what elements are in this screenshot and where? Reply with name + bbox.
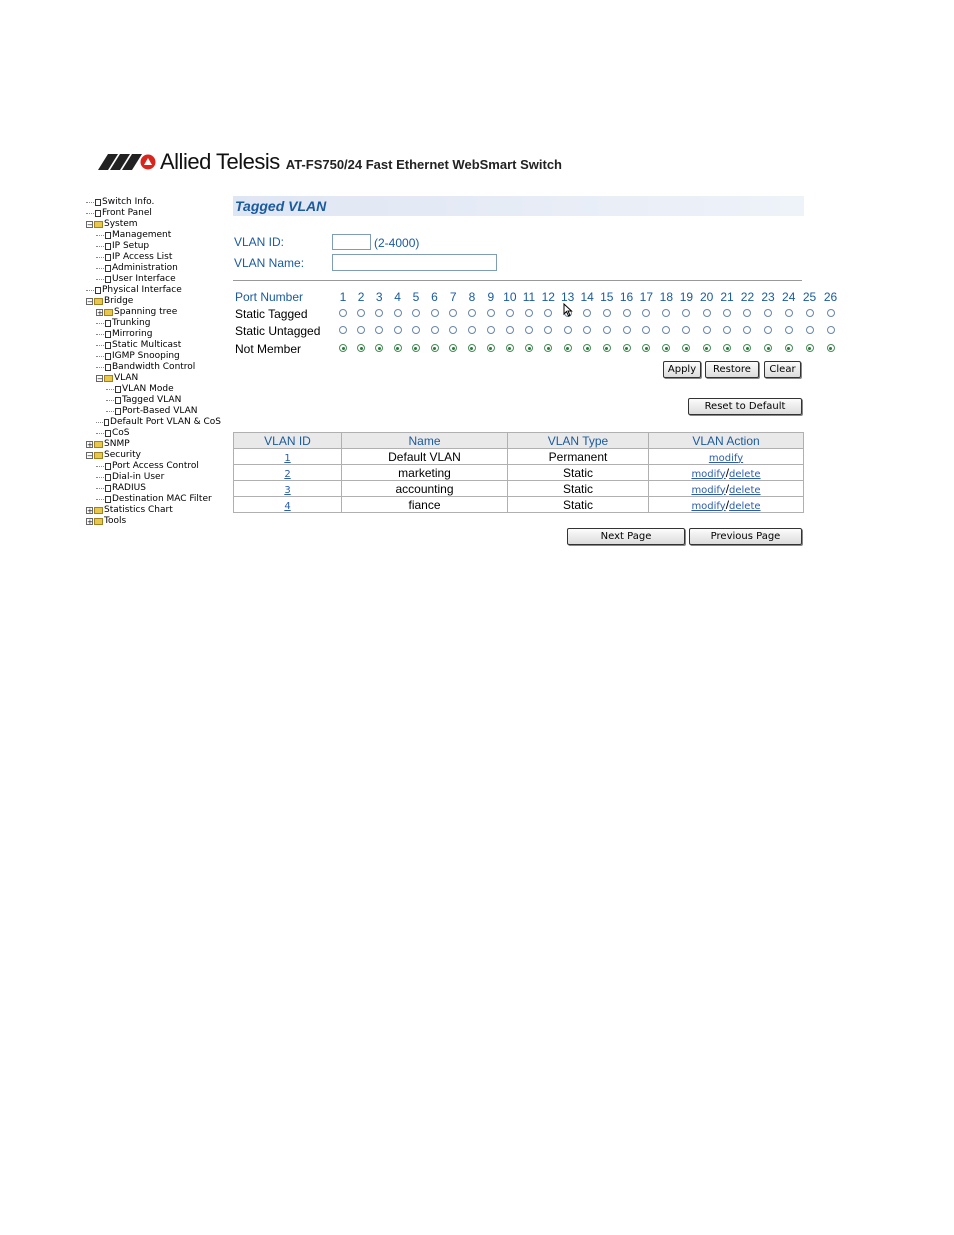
tree-item[interactable] xyxy=(86,472,221,483)
port-radio[interactable] xyxy=(394,326,402,334)
page-icon xyxy=(95,210,101,217)
tree-item-label: Destination MAC Filter xyxy=(112,494,212,504)
table-row xyxy=(234,481,804,497)
tree-connector-icon xyxy=(96,257,104,258)
tree-item-label: Management xyxy=(112,230,172,240)
port-radio[interactable] xyxy=(764,326,772,334)
port-radio[interactable] xyxy=(412,344,420,352)
tree-item[interactable] xyxy=(86,230,221,241)
port-radio[interactable] xyxy=(431,344,439,352)
port-radio[interactable] xyxy=(682,344,690,352)
port-radio[interactable] xyxy=(468,344,476,352)
port-radio[interactable] xyxy=(487,326,495,334)
port-radio[interactable] xyxy=(723,309,731,317)
collapse-icon[interactable]: − xyxy=(87,452,93,460)
folder-icon xyxy=(94,518,103,525)
vlan-name-cell: marketing xyxy=(342,465,508,481)
vlan-id-range: (2-4000) xyxy=(374,236,420,250)
port-number: 17 xyxy=(639,290,654,304)
port-number: 6 xyxy=(431,290,438,304)
port-number: 10 xyxy=(503,290,517,304)
tree-connector-icon xyxy=(96,345,104,346)
tree-item[interactable] xyxy=(86,285,221,296)
port-radio[interactable] xyxy=(449,309,457,317)
brand-name: Allied Telesis xyxy=(160,149,280,174)
port-number: 4 xyxy=(394,290,401,304)
port-radio[interactable] xyxy=(544,326,552,334)
tree-item-label: Security xyxy=(104,450,141,460)
port-radio[interactable] xyxy=(506,326,514,334)
port-radio[interactable] xyxy=(642,309,650,317)
tree-item[interactable] xyxy=(86,373,221,384)
port-number: 8 xyxy=(468,290,476,304)
tree-item[interactable] xyxy=(86,417,221,428)
table-row xyxy=(234,449,804,465)
port-radio[interactable] xyxy=(357,344,365,352)
port-radio[interactable] xyxy=(827,309,835,317)
tree-connector-icon xyxy=(96,466,104,467)
port-radio[interactable] xyxy=(375,344,383,352)
tree-item[interactable] xyxy=(86,516,221,527)
page-icon xyxy=(105,331,111,338)
model-name: AT-FS750/24 Fast Ethernet WebSmart Switch xyxy=(285,156,562,172)
tree-item-label: Administration xyxy=(112,263,178,273)
vlan-id-cell xyxy=(234,481,342,497)
vlan-action-cell xyxy=(649,481,804,497)
page-icon xyxy=(105,342,111,349)
static-tagged-label: Static Tagged xyxy=(235,307,308,321)
page-icon xyxy=(105,320,111,327)
page-icon xyxy=(115,408,121,415)
tree-item[interactable] xyxy=(86,296,221,307)
port-radio[interactable] xyxy=(583,344,591,352)
folder-icon xyxy=(94,452,103,459)
port-radio[interactable] xyxy=(564,326,572,334)
tree-item[interactable] xyxy=(86,362,221,373)
folder-icon xyxy=(104,375,113,382)
folder-icon xyxy=(104,309,113,316)
page-icon xyxy=(105,485,111,492)
modify-link[interactable]: modify xyxy=(691,500,726,512)
port-radio[interactable] xyxy=(703,309,711,317)
vlan-type-cell: Permanent xyxy=(508,449,649,465)
tree-item[interactable] xyxy=(86,241,221,252)
vlan-type-cell: Static xyxy=(508,497,649,513)
tree-item-label: Default Port VLAN & CoS xyxy=(110,417,221,427)
page-icon xyxy=(104,419,109,426)
port-radio[interactable] xyxy=(603,309,611,317)
port-radio[interactable] xyxy=(743,344,751,352)
port-radio[interactable] xyxy=(506,309,514,317)
port-number: 16 xyxy=(619,290,634,304)
port-number: 21 xyxy=(720,290,734,304)
tree-item-label: System xyxy=(104,219,138,229)
port-radio[interactable] xyxy=(394,309,402,317)
vlan-name-cell: accounting xyxy=(342,481,508,497)
navigation-tree xyxy=(86,197,221,527)
page-icon xyxy=(105,243,111,250)
tree-item-label: CoS xyxy=(112,428,130,438)
vlan-name-cell: fiance xyxy=(342,497,508,513)
port-radio[interactable] xyxy=(682,309,690,317)
port-radio[interactable] xyxy=(544,344,552,352)
port-radio[interactable] xyxy=(431,309,439,317)
allied-telesis-logo-icon xyxy=(98,153,156,171)
vlan-id-cell xyxy=(234,449,342,465)
modify-link[interactable]: modify xyxy=(691,484,726,496)
clear-button[interactable]: Clear xyxy=(764,361,801,378)
tree-connector-icon xyxy=(96,334,104,335)
page-icon xyxy=(105,353,111,360)
page-icon xyxy=(105,265,111,272)
tree-item[interactable] xyxy=(86,208,221,219)
tree-connector-icon xyxy=(96,323,104,324)
expand-icon[interactable]: + xyxy=(97,309,103,317)
tree-connector-icon xyxy=(86,202,94,203)
tree-connector-icon xyxy=(86,290,94,291)
next-page-button[interactable]: Next Page xyxy=(567,528,685,545)
port-radio[interactable] xyxy=(785,326,793,334)
vlan-action-cell xyxy=(649,465,804,481)
port-radio[interactable] xyxy=(564,344,572,352)
tree-item-label: Mirroring xyxy=(112,329,153,339)
collapse-icon[interactable]: − xyxy=(97,375,103,383)
port-radio[interactable] xyxy=(412,326,420,334)
tree-connector-icon xyxy=(96,477,104,478)
tree-item[interactable] xyxy=(86,461,221,472)
port-number: 3 xyxy=(375,290,383,304)
vlan-id-link[interactable]: 4 xyxy=(284,500,291,512)
tree-item-label: SNMP xyxy=(104,439,130,449)
port-number: 18 xyxy=(659,290,673,304)
delete-link[interactable]: delete xyxy=(729,500,761,512)
port-number: 22 xyxy=(740,290,755,304)
column-header-vlan-type: VLAN Type xyxy=(508,433,649,449)
tree-connector-icon xyxy=(86,213,94,214)
previous-page-button[interactable]: Previous Page xyxy=(689,528,802,545)
port-number: 5 xyxy=(412,290,420,304)
tree-connector-icon xyxy=(96,268,104,269)
tree-item-label: Tools xyxy=(104,516,127,526)
action-separator: / xyxy=(725,465,730,480)
tree-item-label: IP Access List xyxy=(112,252,173,262)
page-icon xyxy=(105,232,111,239)
page-icon xyxy=(105,364,111,371)
port-radio[interactable] xyxy=(449,344,457,352)
port-radio[interactable] xyxy=(723,344,731,352)
tree-connector-icon xyxy=(96,246,104,247)
port-radio[interactable] xyxy=(806,309,814,317)
tree-connector-icon xyxy=(96,279,104,280)
tree-item-label: VLAN xyxy=(114,373,139,383)
delete-link[interactable]: delete xyxy=(729,484,761,496)
port-radio[interactable] xyxy=(743,326,751,334)
port-number: 20 xyxy=(699,290,714,304)
tree-item[interactable] xyxy=(86,340,221,351)
vlan-id-link[interactable]: 2 xyxy=(284,468,291,480)
port-radio[interactable] xyxy=(806,344,814,352)
column-header-name: Name xyxy=(342,433,508,449)
page-icon xyxy=(105,430,111,437)
port-radio[interactable] xyxy=(764,344,772,352)
tree-item-label: Dial-in User xyxy=(112,472,165,482)
port-number: 14 xyxy=(580,290,594,304)
tree-item[interactable] xyxy=(86,428,221,439)
mouse-cursor-icon xyxy=(563,303,573,317)
port-radio[interactable] xyxy=(785,344,793,352)
port-number: 2 xyxy=(357,290,365,304)
tree-item[interactable] xyxy=(86,439,221,450)
page-icon xyxy=(105,276,111,283)
tree-item-label: Front Panel xyxy=(102,208,152,218)
tree-item[interactable] xyxy=(86,395,221,406)
port-radio[interactable] xyxy=(339,326,347,334)
tree-item[interactable] xyxy=(86,505,221,516)
port-radio[interactable] xyxy=(682,326,690,334)
port-radio[interactable] xyxy=(583,326,591,334)
port-radio[interactable] xyxy=(743,309,751,317)
port-number: 11 xyxy=(522,290,536,304)
expand-icon[interactable]: + xyxy=(87,507,93,515)
page-icon xyxy=(115,386,121,393)
page-icon xyxy=(105,254,111,261)
modify-link[interactable]: modify xyxy=(708,452,744,464)
tree-item-label: Bridge xyxy=(104,296,134,306)
vlan-type-cell: Static xyxy=(508,481,649,497)
port-radio[interactable] xyxy=(487,309,495,317)
port-radio[interactable] xyxy=(525,344,533,352)
port-radio[interactable] xyxy=(642,344,650,352)
folder-icon xyxy=(94,221,103,228)
delete-link[interactable]: delete xyxy=(729,468,761,480)
tree-item-label: RADIUS xyxy=(112,483,146,493)
tree-item-label: Static Multicast xyxy=(112,340,182,350)
port-number: 19 xyxy=(679,290,694,304)
page-icon xyxy=(105,496,111,503)
vlan-id-cell xyxy=(234,497,342,513)
tree-connector-icon xyxy=(96,499,104,500)
tree-connector-icon xyxy=(106,389,114,390)
tree-item[interactable] xyxy=(86,307,221,318)
port-radio[interactable] xyxy=(703,326,711,334)
tree-item-label: IP Setup xyxy=(112,241,150,251)
port-radio[interactable] xyxy=(357,326,365,334)
port-radio[interactable] xyxy=(339,344,347,352)
tree-item-label: User Interface xyxy=(112,274,176,284)
page-title: Tagged VLAN xyxy=(235,198,327,214)
port-radio[interactable] xyxy=(544,309,552,317)
tree-item-label: Trunking xyxy=(112,318,151,328)
page-icon xyxy=(95,287,101,294)
tree-connector-icon xyxy=(96,356,104,357)
port-radio[interactable] xyxy=(827,326,835,334)
tree-item[interactable] xyxy=(86,329,221,340)
modify-link[interactable]: modify xyxy=(691,468,726,480)
port-radio[interactable] xyxy=(525,309,533,317)
collapse-icon[interactable]: − xyxy=(87,298,93,306)
header xyxy=(98,150,562,174)
port-radio[interactable] xyxy=(525,326,533,334)
port-radio[interactable] xyxy=(603,344,611,352)
tree-item[interactable] xyxy=(86,384,221,395)
port-radio[interactable] xyxy=(468,309,476,317)
port-radio[interactable] xyxy=(412,309,420,317)
tree-item[interactable] xyxy=(86,219,221,230)
port-number: 26 xyxy=(823,290,838,304)
tree-item[interactable] xyxy=(86,406,221,417)
port-radio[interactable] xyxy=(642,326,650,334)
tree-connector-icon xyxy=(96,235,104,236)
table-row xyxy=(234,465,804,481)
vlan-id-input[interactable] xyxy=(332,234,371,250)
page-icon xyxy=(105,463,111,470)
table-row xyxy=(234,497,804,513)
port-number: 9 xyxy=(487,290,495,304)
port-radio[interactable] xyxy=(449,326,457,334)
vlan-id-cell xyxy=(234,465,342,481)
collapse-icon[interactable]: − xyxy=(87,221,93,229)
tree-item-label: Switch Info. xyxy=(102,197,155,207)
expand-icon[interactable]: + xyxy=(87,518,93,526)
port-radio[interactable] xyxy=(623,326,631,334)
vlan-name-label: VLAN Name: xyxy=(234,256,305,270)
divider xyxy=(233,280,802,281)
port-number: 23 xyxy=(761,290,775,304)
port-radio[interactable] xyxy=(662,344,670,352)
tree-item-label: VLAN Mode xyxy=(122,384,174,394)
tree-item[interactable] xyxy=(86,450,221,461)
static-untagged-label: Static Untagged xyxy=(235,324,321,338)
vlan-action-cell xyxy=(649,497,804,513)
port-radio[interactable] xyxy=(603,326,611,334)
port-radio[interactable] xyxy=(764,309,772,317)
tree-item[interactable] xyxy=(86,252,221,263)
tree-connector-icon xyxy=(106,411,114,412)
vlan-action-cell xyxy=(649,449,804,465)
port-radio[interactable] xyxy=(339,309,347,317)
port-radio[interactable] xyxy=(723,326,731,334)
port-radio[interactable] xyxy=(375,309,383,317)
tree-connector-icon xyxy=(96,422,103,423)
tree-item-label: Port Access Control xyxy=(112,461,199,471)
tree-item[interactable] xyxy=(86,263,221,274)
tree-item[interactable] xyxy=(86,197,221,208)
folder-icon xyxy=(94,441,103,448)
vlan-name-input[interactable] xyxy=(332,254,497,271)
column-header-vlan-action: VLAN Action xyxy=(649,433,804,449)
tree-connector-icon xyxy=(96,433,104,434)
vlan-table xyxy=(233,432,804,513)
tree-item[interactable] xyxy=(86,483,221,494)
port-radio[interactable] xyxy=(662,326,670,334)
page-icon xyxy=(105,474,111,481)
port-radio[interactable] xyxy=(375,326,383,334)
vlan-id-link[interactable]: 3 xyxy=(284,484,291,496)
reset-to-default-button[interactable]: Reset to Default xyxy=(688,398,802,415)
tree-item-label: Port-Based VLAN xyxy=(122,406,198,416)
port-radio[interactable] xyxy=(583,309,591,317)
port-radio[interactable] xyxy=(785,309,793,317)
vlan-type-cell: Static xyxy=(508,465,649,481)
port-radio[interactable] xyxy=(394,344,402,352)
tree-connector-icon xyxy=(106,400,114,401)
action-separator: / xyxy=(725,497,730,512)
page-icon xyxy=(95,199,101,206)
tree-item[interactable] xyxy=(86,318,221,329)
table-header-row xyxy=(234,433,804,449)
port-number: 1 xyxy=(339,290,347,304)
folder-icon xyxy=(94,507,103,514)
port-radio[interactable] xyxy=(827,344,835,352)
port-number: 7 xyxy=(449,290,457,304)
port-radio[interactable] xyxy=(468,326,476,334)
port-radio[interactable] xyxy=(806,326,814,334)
port-number: 12 xyxy=(541,290,555,304)
vlan-name-cell: Default VLAN xyxy=(342,449,508,465)
tree-item[interactable] xyxy=(86,274,221,285)
port-radio[interactable] xyxy=(703,344,711,352)
tree-item[interactable] xyxy=(86,494,221,505)
port-number: 13 xyxy=(560,290,575,304)
column-header-vlan-id: VLAN ID xyxy=(234,433,342,449)
tree-item-label: Statistics Chart xyxy=(104,505,173,515)
page-icon xyxy=(115,397,121,404)
tree-connector-icon xyxy=(96,488,104,489)
port-number: 15 xyxy=(600,290,614,304)
tree-connector-icon xyxy=(96,367,104,368)
port-radio[interactable] xyxy=(662,309,670,317)
tree-item[interactable] xyxy=(86,351,221,362)
vlan-id-link[interactable]: 1 xyxy=(284,452,291,464)
apply-button[interactable]: Apply xyxy=(663,361,701,378)
port-radio[interactable] xyxy=(623,309,631,317)
port-radio[interactable] xyxy=(506,344,514,352)
not-member-label: Not Member xyxy=(235,342,302,356)
port-radio[interactable] xyxy=(623,344,631,352)
port-radio[interactable] xyxy=(357,309,365,317)
vlan-id-label: VLAN ID: xyxy=(234,235,285,249)
folder-icon xyxy=(94,298,103,305)
page-title-bar xyxy=(233,196,804,216)
port-number: 24 xyxy=(782,290,796,304)
expand-icon[interactable]: + xyxy=(87,441,93,449)
tree-item-label: Bandwidth Control xyxy=(112,362,196,372)
action-separator: / xyxy=(725,481,730,496)
tree-item-label: Physical Interface xyxy=(102,285,182,295)
tree-item-label: Spanning tree xyxy=(114,307,178,317)
port-radio[interactable] xyxy=(487,344,495,352)
restore-button[interactable]: Restore xyxy=(705,361,759,378)
tree-item-label: Tagged VLAN xyxy=(122,395,182,405)
port-number-label: Port Number xyxy=(235,290,304,304)
port-radio[interactable] xyxy=(431,326,439,334)
tree-item-label: IGMP Snooping xyxy=(112,351,180,361)
port-number: 25 xyxy=(802,290,817,304)
